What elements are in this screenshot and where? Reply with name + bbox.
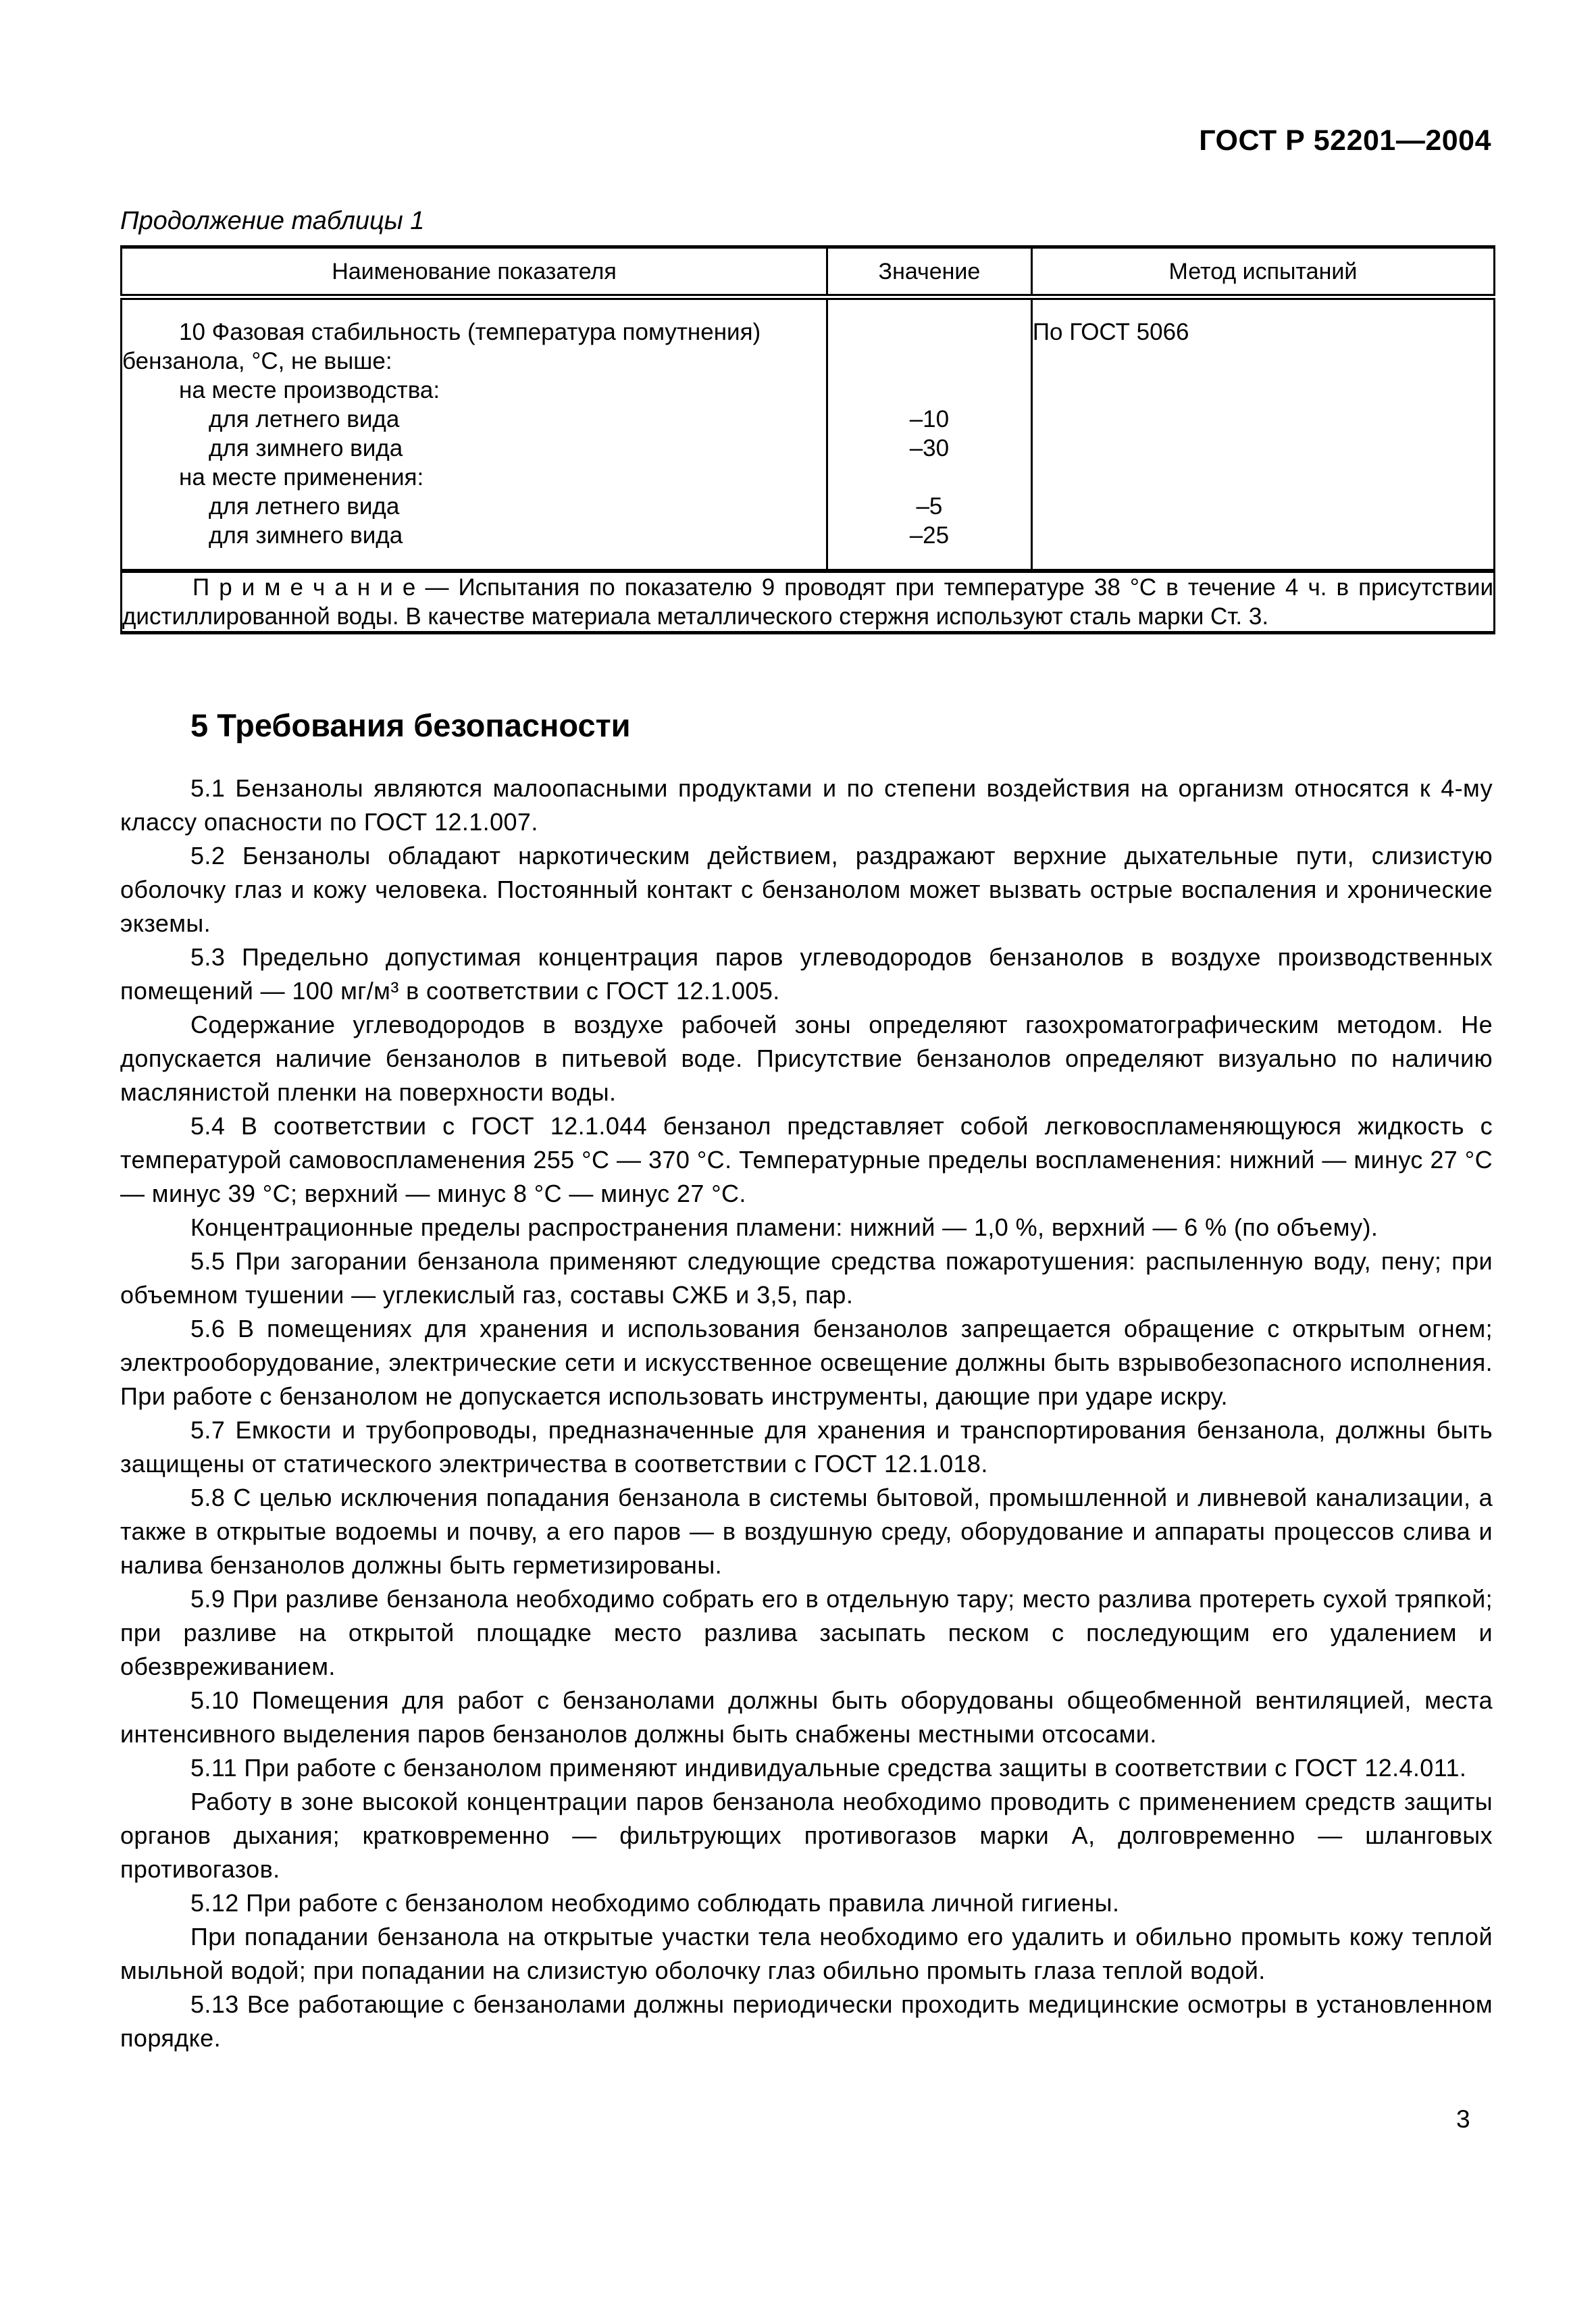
- indicator-name: для зимнего вида: [209, 435, 403, 461]
- paragraph: 5.2 Бензанолы обладают наркотическим действием, раздражают верхние дыхательные пути, слизистую оболочку глаз и кожу человека. Постоянный контакт с бензанолом может вызвать острые воспаления и хронические экземы.: [120, 842, 1493, 937]
- table-row: [122, 405, 1495, 434]
- test-method: [1031, 434, 1494, 463]
- test-method: По ГОСТ 5066: [1031, 297, 1494, 347]
- indicator-name: для зимнего вида: [209, 522, 403, 549]
- paragraph: Работу в зоне высокой концентрации паров бензанола необходимо проводить с применением средств защиты органов дыхания; кратковременно — фильтрующих противогазов марки А, долговременно — шланговых противогазов.: [120, 1788, 1493, 1883]
- indicator-value: [827, 376, 1031, 405]
- test-method: [1031, 405, 1494, 434]
- indicator-value: [827, 463, 1031, 492]
- paragraph: 5.1 Бензанолы являются малоопасными продуктами и по степени воздействия на организм относятся к 4-му классу опасности по ГОСТ 12.1.007.: [120, 774, 1493, 836]
- indicator-name: 10 Фазовая стабильность (температура помутнения): [179, 319, 761, 345]
- table-header-row: [122, 247, 1495, 297]
- indicator-value: [827, 297, 1031, 347]
- table-note-row: [122, 571, 1495, 633]
- column-header-name: Наименование показателя: [122, 247, 827, 297]
- table-note: П р и м е ч а н и е — Испытания по показателю 9 проводят при температуре 38 °С в течение 4 ч. в присутствии дистиллированной воды. В качестве материала металлического стержня используют сталь марки Ст. 3.: [122, 571, 1495, 633]
- paragraph: Содержание углеводородов в воздухе рабочей зоны определяют газохроматографическим методом. Не допускается наличие бензанолов в питьевой воде. Присутствие бензанолов определяют визуально по наличию маслянистой пленки на поверхности воды.: [120, 1011, 1493, 1106]
- section-heading: 5 Требования безопасности: [190, 707, 631, 743]
- test-method: [1031, 521, 1494, 571]
- section-body: [120, 772, 1493, 2055]
- paragraph: При попадании бензанола на открытые участки тела необходимо его удалить и обильно промыть кожу теплой мыльной водой; при попадании на слизистую оболочку глаз обильно промыть глаза теплой водой.: [120, 1923, 1493, 1984]
- paragraph: 5.4 В соответствии с ГОСТ 12.1.044 бензанол представляет собой легковоспламеняющуюся жидкость с температурой самовоспламенения 255 °С — 370 °С. Температурные пределы воспламенения: нижний — минус 27 °С — минус 39 °С; верхний — минус 8 °С — минус 27 °С.: [120, 1112, 1493, 1207]
- doc-number: ГОСТ Р 52201—2004: [1199, 124, 1491, 157]
- column-header-value: Значение: [827, 247, 1031, 297]
- paragraph: 5.10 Помещения для работ с бензанолами должны быть оборудованы общеобменной вентиляцией, места интенсивного выделения паров бензанолов должны быть снабжены местными отсосами.: [120, 1686, 1493, 1748]
- table-row: [122, 347, 1495, 376]
- indicator-value: [827, 347, 1031, 376]
- indicator-value: –10: [827, 405, 1031, 434]
- paragraph: 5.5 При загорании бензанола применяют следующие средства пожаротушения: распыленную воду, пену; при объемном тушении — углекислый газ, составы СЖБ и 3,5, пар.: [120, 1247, 1493, 1309]
- table-caption: Продолжение таблицы 1: [120, 207, 425, 235]
- table-row: [122, 521, 1495, 571]
- indicator-value: –5: [827, 492, 1031, 521]
- paragraph: 5.11 При работе с бензанолом применяют индивидуальные средства защиты в соответствии с ГОСТ 12.4.011.: [190, 1754, 1467, 1782]
- paragraph: Концентрационные пределы распространения пламени: нижний — 1,0 %, верхний — 6 % (по объему).: [190, 1213, 1379, 1241]
- indicator-name: на месте производства:: [179, 377, 440, 403]
- table-row: [122, 434, 1495, 463]
- paragraph: 5.12 При работе с бензанолом необходимо соблюдать правила личной гигиены.: [190, 1889, 1120, 1917]
- paragraph: 5.6 В помещениях для хранения и использования бензанолов запрещается обращение с открытым огнем; электрооборудование, электрические сети и искусственное освещение должны быть взрывобезопасного исполнения. При работе с бензанолом не допускается использовать инструменты, дающие при ударе искру.: [120, 1315, 1493, 1410]
- indicator-name: для летнего вида: [209, 406, 400, 432]
- continuation-table: [120, 245, 1495, 634]
- indicator-value: –30: [827, 434, 1031, 463]
- test-method: [1031, 463, 1494, 492]
- column-header-method: Метод испытаний: [1031, 247, 1494, 297]
- page-number: 3: [1456, 2105, 1470, 2133]
- paragraph: 5.13 Все работающие с бензанолами должны периодически проходить медицинские осмотры в установленном порядке.: [120, 1990, 1493, 2052]
- paragraph: 5.3 Предельно допустимая концентрация паров углеводородов бензанолов в воздухе производственных помещений — 100 мг/м³ в соответствии с ГОСТ 12.1.005.: [120, 943, 1493, 1005]
- table-row: [122, 297, 1495, 347]
- table-row: [122, 492, 1495, 521]
- test-method: [1031, 376, 1494, 405]
- test-method: [1031, 492, 1494, 521]
- table-row: [122, 463, 1495, 492]
- indicator-name: на месте применения:: [179, 464, 424, 491]
- paragraph: 5.9 При разливе бензанола необходимо собрать его в отдельную тару; место разлива протереть сухой тряпкой; при разливе на открытой площадке место разлива засыпать песком с последующим его удалением и обезвреживанием.: [120, 1585, 1493, 1680]
- paragraph: 5.8 С целью исключения попадания бензанола в системы бытовой, промышленной и ливневой канализации, а также в открытые водоемы и почву, а его паров — в воздушную среду, оборудование и аппараты процессов слива и налива бензанолов должны быть герметизированы.: [120, 1484, 1493, 1579]
- paragraph: 5.7 Емкости и трубопроводы, предназначенные для хранения и транспортирования бензанола, должны быть защищены от статического электричества в соответствии с ГОСТ 12.1.018.: [120, 1416, 1493, 1478]
- indicator-name: для летнего вида: [209, 493, 400, 520]
- test-method: [1031, 347, 1494, 376]
- indicator-value: –25: [827, 521, 1031, 571]
- indicator-name: бензанола, °С, не выше:: [122, 348, 392, 374]
- table-row: [122, 376, 1495, 405]
